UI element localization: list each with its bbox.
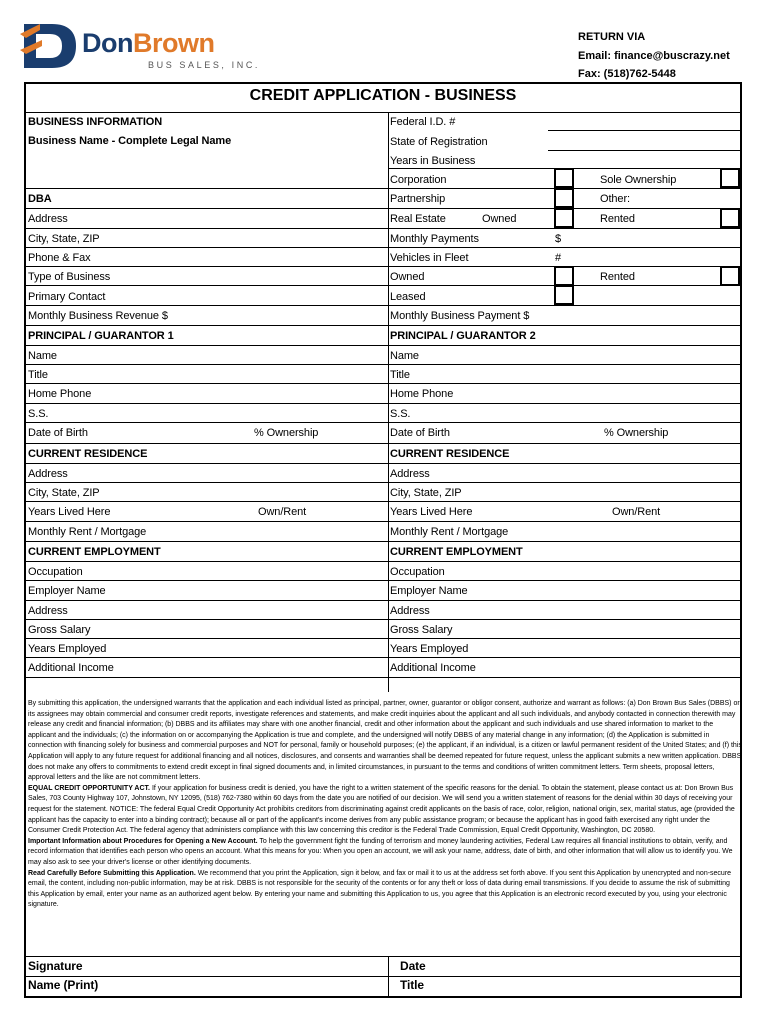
row-line	[388, 305, 740, 306]
row-line	[26, 561, 740, 562]
p2-residence-heading: CURRENT RESIDENCE	[390, 448, 510, 460]
p2-name-label: Name	[390, 350, 419, 362]
p1-emp-address-label: Address	[28, 605, 68, 617]
p2-occupation-label: Occupation	[390, 566, 445, 578]
row-line	[26, 364, 740, 365]
hash-sign: #	[555, 252, 562, 264]
p1-employment-heading: CURRENT EMPLOYMENT	[28, 546, 161, 558]
row-line	[26, 638, 740, 639]
principal2-heading: PRINCIPAL / GUARANTOR 2	[390, 330, 536, 342]
row-line	[26, 247, 388, 248]
p2-city-label: City, State, ZIP	[390, 487, 462, 499]
row-line	[26, 521, 740, 522]
p1-years-employed-label: Years Employed	[28, 643, 107, 655]
fleet-owned-label: Owned	[390, 271, 425, 283]
legal-paragraph-4	[28, 869, 742, 911]
city-label: City, State, ZIP	[28, 233, 100, 245]
return-fax: Fax: (518)762-5448	[578, 68, 676, 81]
section-line	[26, 443, 740, 444]
legal-heading: Important Information about Procedures for Opening a New Account.	[28, 837, 258, 845]
federal-id-label: Federal I.D. #	[390, 116, 456, 128]
p1-own-rent-label: Own/Rent	[258, 506, 307, 518]
row-line	[26, 228, 388, 229]
row-line	[26, 383, 740, 384]
row-line	[26, 305, 388, 306]
sig-title-label: Title	[400, 978, 424, 992]
row-line	[26, 208, 388, 209]
form-title: CREDIT APPLICATION - BUSINESS	[249, 87, 517, 104]
row-line	[26, 345, 740, 346]
p1-occupation-label: Occupation	[28, 566, 83, 578]
address-label: Address	[28, 213, 68, 225]
corporation-checkbox[interactable]	[554, 168, 574, 188]
return-via-label: RETURN VIA	[578, 31, 646, 43]
row-line	[26, 482, 740, 483]
row-line	[26, 403, 740, 404]
business-legal-name-label: Business Name - Complete Legal Name	[28, 135, 232, 147]
dba-label: DBA	[28, 193, 52, 205]
vehicles-label: Vehicles in Fleet	[390, 252, 469, 264]
p2-title-label: Title	[390, 369, 410, 381]
partnership-label: Partnership	[390, 193, 446, 205]
real-estate-label: Real Estate	[390, 213, 446, 225]
row-line	[26, 580, 740, 581]
signature-label: Signature	[28, 959, 83, 973]
row-line	[26, 188, 388, 189]
section-line	[26, 541, 740, 542]
return-info	[578, 28, 730, 84]
leased-checkbox[interactable]	[554, 285, 574, 305]
credit-application-form	[24, 82, 742, 998]
p2-dob-label: Date of Birth	[390, 427, 450, 439]
real-estate-rented-checkbox[interactable]	[720, 208, 740, 228]
legal-text: To help the government fight the funding of terrorism and money laundering activities, Federal Law requires all financial institutions to obtain, verify, and record information that identifies each person who opens an account. What this means for you: When you open an account, we will ask your name, address, date of birth, and other information that will allow us to identify you. We may also ask to see your driver's license or other identifying documents.	[28, 837, 733, 866]
leased-label: Leased	[390, 291, 426, 303]
state-registration-label: State of Registration	[390, 136, 488, 148]
field-line	[548, 130, 740, 131]
row-line	[26, 657, 740, 658]
p2-employer-label: Employer Name	[390, 585, 468, 597]
title-divider	[26, 112, 740, 113]
p1-years-lived-label: Years Lived Here	[28, 506, 111, 518]
business-payment-label: Monthly Business Payment $	[390, 310, 530, 322]
contact-label: Primary Contact	[28, 291, 106, 303]
p1-title-label: Title	[28, 369, 48, 381]
logo-name: DonBrown	[82, 28, 215, 58]
legal-text: We recommend that you print the Application, sign it below, and fax or mail it to us at the address set forth above. If you sent this Application by unencrypted and non-secure email, the content, including non-public information, may be at risk. DBBS is not responsible for the security of the contents or for any theft or loss of data during email transmissions. If you decide to assume the risk of submitting this Application by email, enter your name as an authorized agent below. By entering your name and submitting this Application to us, you agree that this Application is an electronic record executed by you, using your electronic signature.	[28, 869, 732, 909]
p1-employer-label: Employer Name	[28, 585, 106, 597]
p1-dob-label: Date of Birth	[28, 427, 88, 439]
p2-home-phone-label: Home Phone	[390, 388, 454, 400]
corporation-label: Corporation	[390, 174, 447, 186]
field-line	[548, 150, 740, 151]
section-line	[26, 325, 740, 326]
row-line	[26, 285, 388, 286]
fleet-owned-checkbox[interactable]	[554, 266, 574, 286]
p2-own-rent-label: Own/Rent	[612, 506, 661, 518]
legal-paragraph-1: By submitting this application, the undersigned warrants that the application and each individual listed as principal, partner, owner, guarantor or obligor consent, authorize and warrant as follows: (a) Don Brown Bus Sales (DBBS) or its assignees may obtain commercial and consumer credit reports, investigate references and statements, and make credit inquiries about the applicant and all such individuals, and anybody contacted in connection therewith may release any credit and financial information; (b) DBBS and its affiliates may share with one another financial, credit and other information about the applicant and such individuals and use shared information to market to the applicant and the individuals; (c) the information on or accompanying the Application is true and complete, and the undersigned will notify DBBS of any material change in any information; (d) the Application is submitted in connection with financing solely for business and commercial purposes and NOT for personal, family or household purposes; (e) the applicant, if an individual, is a citizen or lawful permanent resident of the United States; and (f) this Application will apply to any future request for additional financing and all notices, disclosures, and consents and warranties shall be deemed repeated for future request, unless the applicant submits a new written application. DBBS does not make any offers to commitments to extend credit except in final signed documents and, in limited circumstances, in pursuant to the terms and conditions of written commitment letters. Term sheets, proposal letters, approval letters and the like are not commitment letters.	[28, 700, 742, 782]
p2-rent-label: Monthly Rent / Mortgage	[390, 526, 509, 538]
phone-label: Phone & Fax	[28, 252, 91, 264]
revenue-label: Monthly Business Revenue $	[28, 310, 168, 322]
legal-heading: Read Carefully Before Submitting this Application.	[28, 869, 196, 877]
return-email: Email: finance@buscrazy.net	[578, 49, 730, 62]
p2-emp-address-label: Address	[390, 605, 430, 617]
p2-ownership-label: % Ownership	[604, 427, 669, 439]
years-in-business-label: Years in Business	[390, 155, 476, 167]
p1-ss-label: S.S.	[28, 408, 49, 420]
partnership-checkbox[interactable]	[554, 188, 574, 208]
p1-rent-label: Monthly Rent / Mortgage	[28, 526, 147, 538]
name-print-label: Name (Print)	[28, 978, 99, 992]
company-logo	[18, 20, 268, 76]
p1-city-label: City, State, ZIP	[28, 487, 100, 499]
legal-paragraph-3	[28, 837, 742, 869]
dollar-sign: $	[555, 233, 562, 245]
p2-address-label: Address	[390, 468, 430, 480]
logo-mark-icon	[18, 20, 80, 72]
p1-residence-heading: CURRENT RESIDENCE	[28, 448, 148, 460]
signature-top-line	[26, 956, 740, 957]
owned-label: Owned	[482, 213, 517, 225]
section-line	[26, 677, 740, 678]
fleet-rented-label: Rented	[600, 271, 635, 283]
sole-ownership-label: Sole Ownership	[600, 174, 677, 186]
logo-subtitle: BUS SALES, INC.	[148, 60, 261, 70]
row-line	[26, 266, 388, 267]
date-label: Date	[400, 959, 426, 973]
principal1-heading: PRINCIPAL / GUARANTOR 1	[28, 330, 174, 342]
fleet-rented-checkbox[interactable]	[720, 266, 740, 286]
p1-home-phone-label: Home Phone	[28, 388, 92, 400]
legal-disclosure	[28, 699, 742, 911]
center-divider	[388, 112, 389, 692]
other-label: Other:	[600, 193, 630, 205]
p2-additional-income-label: Additional Income	[390, 662, 476, 674]
legal-paragraph-2	[28, 784, 742, 837]
p1-ownership-label: % Ownership	[254, 427, 319, 439]
p2-years-lived-label: Years Lived Here	[390, 506, 473, 518]
p2-ss-label: S.S.	[390, 408, 411, 420]
row-line	[26, 463, 740, 464]
row-line	[388, 228, 740, 229]
business-info-heading: BUSINESS INFORMATION	[28, 116, 163, 128]
p1-additional-income-label: Additional Income	[28, 662, 114, 674]
sole-ownership-checkbox[interactable]	[720, 168, 740, 188]
p1-salary-label: Gross Salary	[28, 624, 91, 636]
p2-employment-heading: CURRENT EMPLOYMENT	[390, 546, 523, 558]
p2-years-employed-label: Years Employed	[390, 643, 469, 655]
row-line	[26, 422, 740, 423]
row-line	[26, 976, 740, 977]
monthly-payments-label: Monthly Payments	[390, 233, 479, 245]
rented-label: Rented	[600, 213, 635, 225]
row-line	[26, 619, 740, 620]
p2-salary-label: Gross Salary	[390, 624, 453, 636]
row-line	[26, 501, 740, 502]
p1-name-label: Name	[28, 350, 57, 362]
p1-address-label: Address	[28, 468, 68, 480]
legal-text: If your application for business credit is denied, you have the right to a written statement of the specific reasons for the denial. To obtain the statement, please contact us at: Don Brown Bus Sales, 703 County Highway 107, Johnstown, NY 12095, (518) 762-7380 within 60 days from the date you are notified of our decision. We will send you a written statement of reasons for the denial within 30 days of receiving your request for the statement. NOTICE: The federal Equal Credit Opportunity Act prohibits creditors from discriminating against credit applicants on the basis of race, color, religion, national origin, sex, marital status, age (provided the applicant has the capacity to enter into a binding contract); because all or part of the applicant's income derives from any public assistance program; or because the applicant has in good faith exercised any right under the Consumer Credit Protection Act. The federal agency that administers compliance with this law concerning this creditor is the Federal Trade Commission, Equal Credit Opportunity, Washington, DC 20580.	[28, 784, 735, 835]
real-estate-owned-checkbox[interactable]	[554, 208, 574, 228]
type-label: Type of Business	[28, 271, 111, 283]
legal-heading: EQUAL CREDIT OPPORTUNITY ACT.	[28, 784, 150, 792]
row-line	[388, 247, 740, 248]
row-line	[26, 600, 740, 601]
